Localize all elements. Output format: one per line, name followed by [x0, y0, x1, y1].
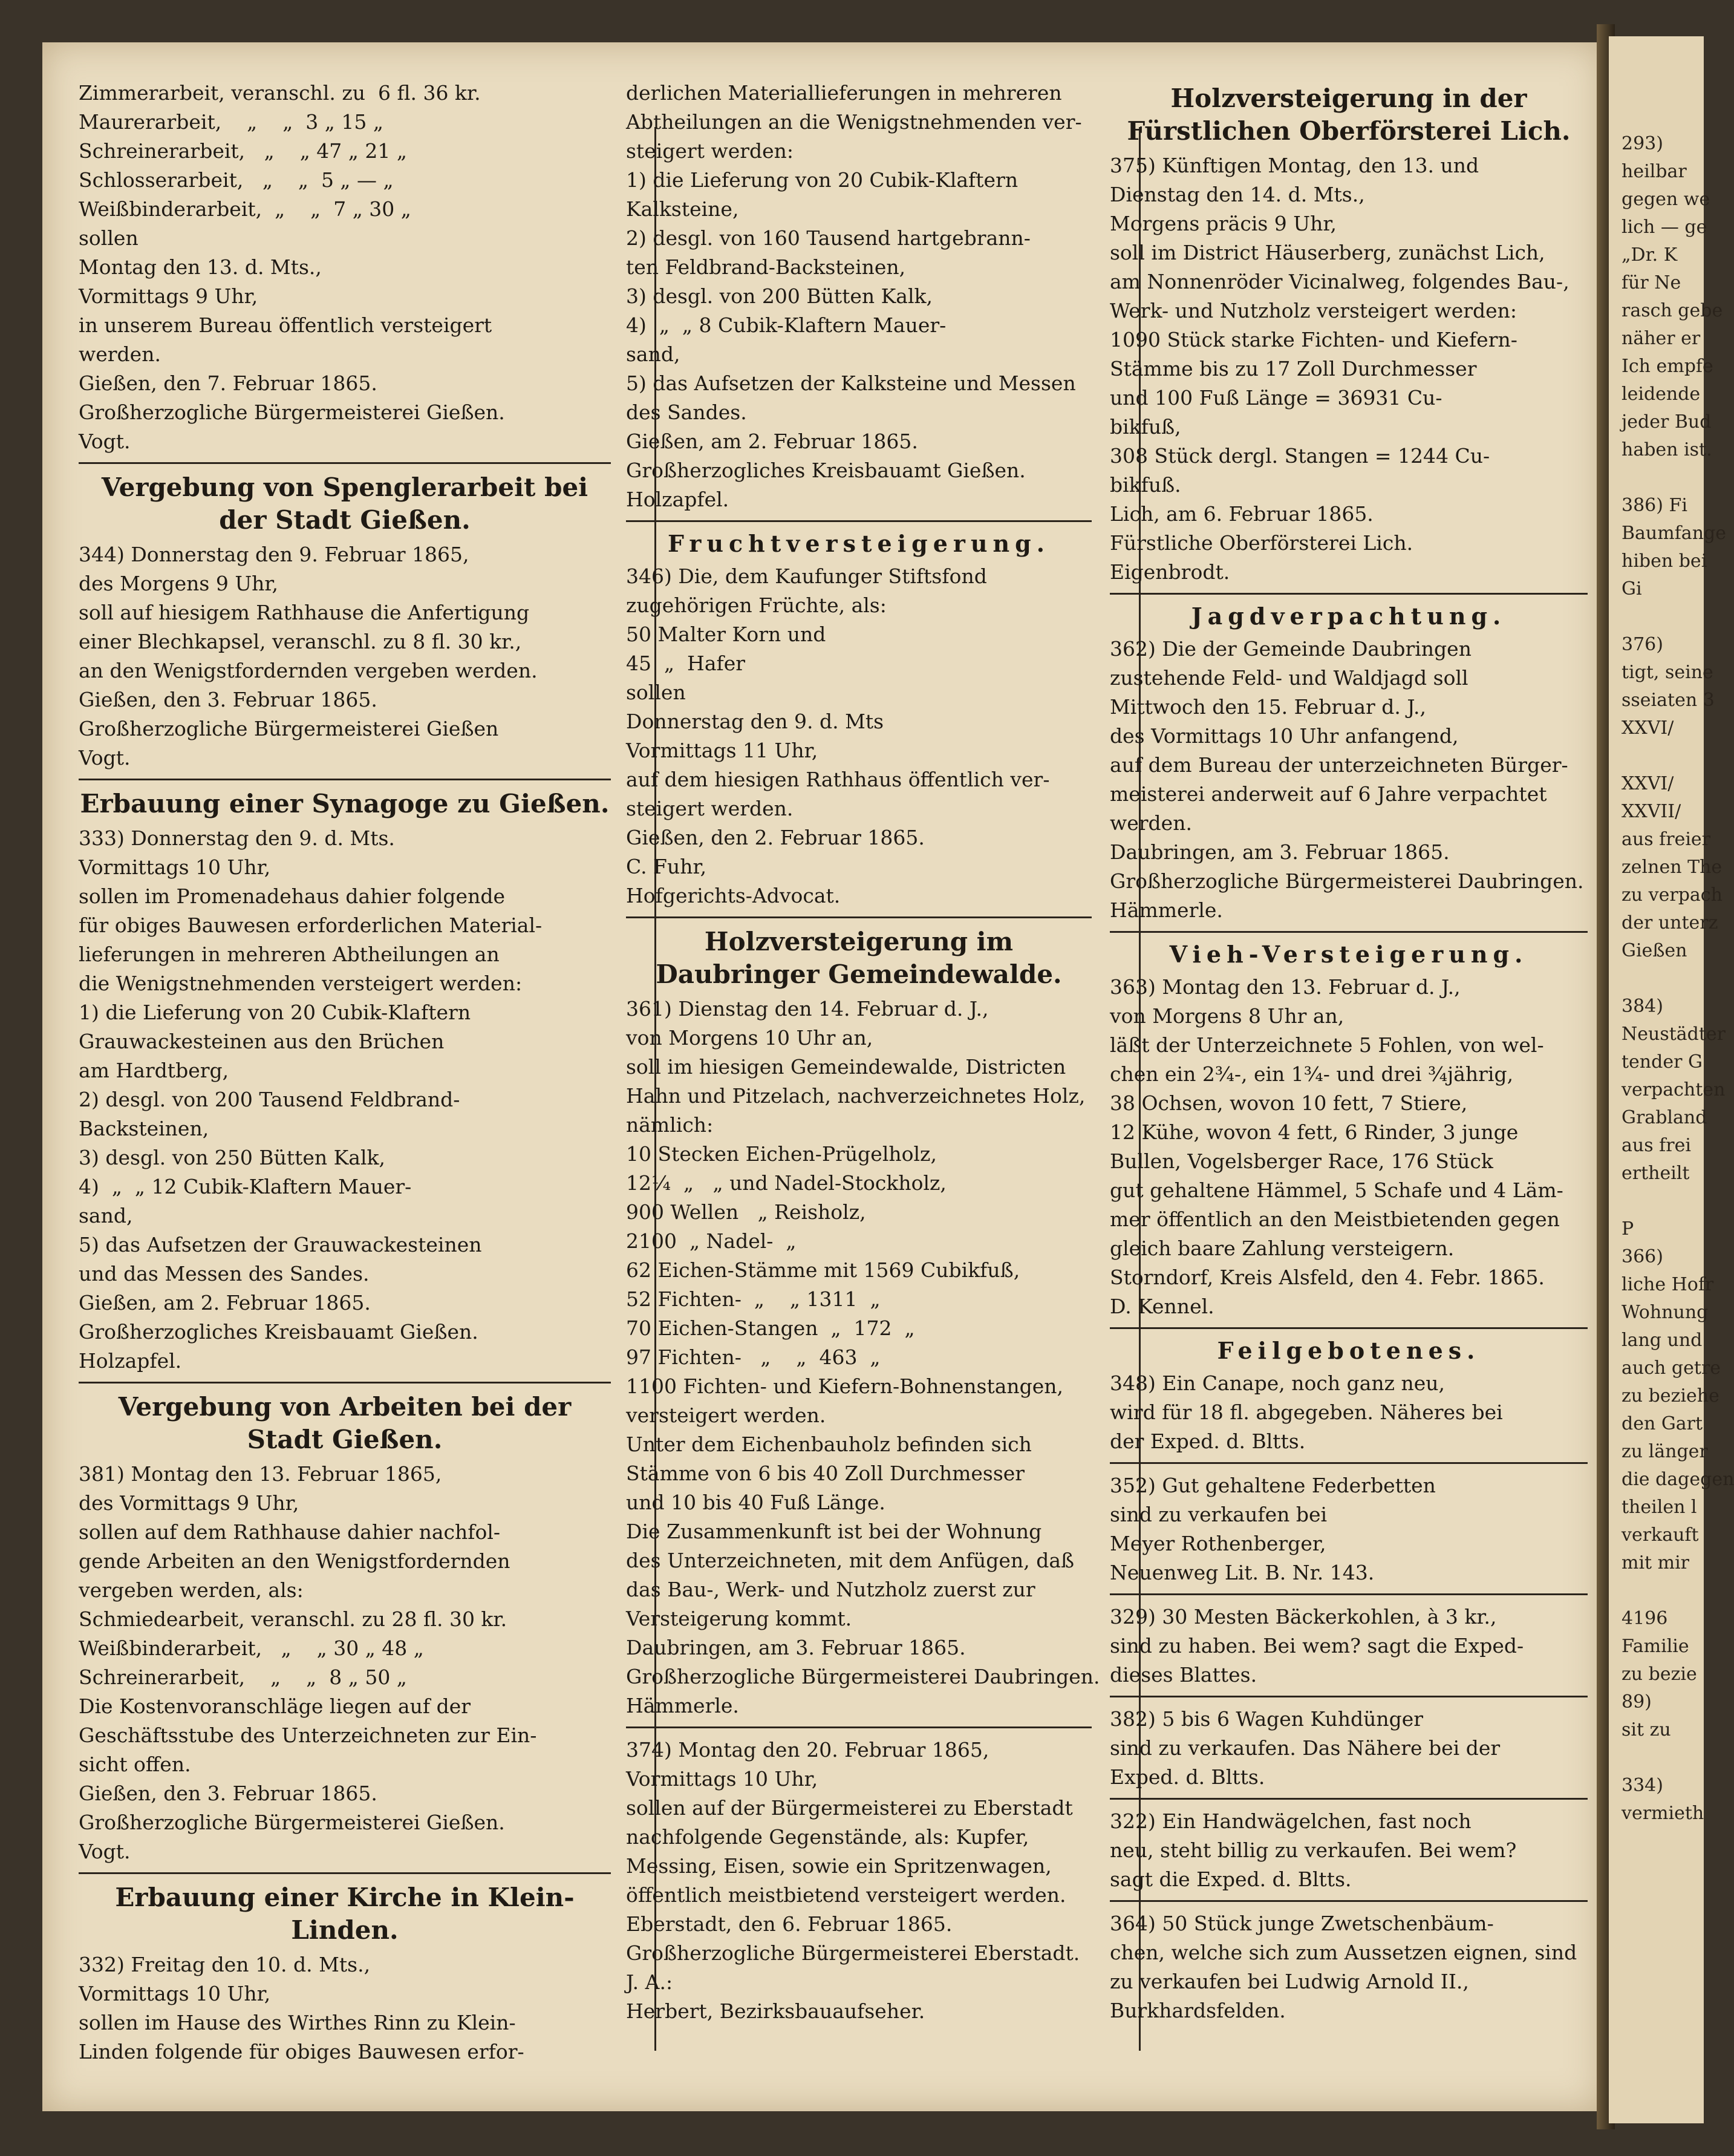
text-line: Hämmerle. [1110, 898, 1223, 922]
adjacent-text-line: Grabland [1622, 1107, 1707, 1128]
text-line: Bullen, Vogelsberger Race, 176 Stück [1110, 1149, 1493, 1173]
text-line: Fürstliche Oberförsterei Lich. [1110, 531, 1413, 555]
adjacent-text-line: Familie [1622, 1636, 1689, 1657]
text-line: 348) Ein Canape, noch ganz neu, [1110, 1371, 1446, 1395]
text-line: Schreinerarbeit, „ „ 47 „ 21 „ [79, 139, 407, 163]
text-line: 50 Malter Korn und [626, 622, 826, 646]
text-line: Stämme von 6 bis 40 Zoll Durchmesser [626, 1462, 1025, 1485]
text-line: Neuenweg Lit. B. Nr. 143. [1110, 1561, 1375, 1584]
adjacent-text-line [1612, 1187, 1703, 1215]
adjacent-text-line: Baumfange [1622, 523, 1726, 544]
notice-heading: Fruchtversteigerung. [668, 530, 1050, 557]
text-line: vergeben werden, als: [79, 1578, 304, 1602]
text-line: Großherzogliche Bürgermeisterei Gießen. [79, 1811, 505, 1834]
adjacent-page-text [1612, 130, 1734, 1828]
text-line: Großherzogliche Bürgermeisterei Gießen. [79, 400, 505, 424]
notice-lich-wood [1110, 82, 1588, 595]
text-line: Donnerstag den 9. d. Mts [626, 710, 884, 733]
text-line: Stämme bis zu 17 Zoll Durchmesser [1110, 357, 1477, 381]
text-line: 3) desgl. von 250 Bütten Kalk, [79, 1146, 386, 1169]
text-line: sind zu verkaufen bei [1110, 1503, 1328, 1526]
text-line: 900 Wellen „ Reisholz, [626, 1200, 866, 1224]
text-line: versteigert werden. [626, 1403, 826, 1427]
text-line: Vormittags 11 Uhr, [626, 739, 818, 762]
text-line: neu, steht billig zu verkaufen. Bei wem? [1110, 1838, 1517, 1862]
text-line: des Vormittags 9 Uhr, [79, 1491, 299, 1515]
notice-heading: Vergebung von Arbeiten bei der Stadt Gießen. [118, 1392, 572, 1454]
text-line: für obiges Bauwesen erforderlichen Material- [79, 913, 543, 937]
text-line: soll auf hiesigem Rathhause die Anfertigung [79, 601, 530, 624]
text-line: Backsteinen, [79, 1117, 209, 1140]
adjacent-text-line: lich — ge [1622, 217, 1707, 238]
adjacent-text-line [1612, 603, 1703, 631]
text-line: Gießen, den 7. Februar 1865. [79, 371, 377, 395]
adjacent-text-line: Gi [1622, 578, 1642, 599]
text-line: und 100 Fuß Länge = 36931 Cu- [1110, 386, 1442, 410]
adjacent-text-line: Wohnung [1622, 1302, 1709, 1323]
text-line: des Unterzeichneten, mit dem Anfügen, daß [626, 1549, 1075, 1572]
notice-fruit-auction [626, 529, 1092, 918]
text-line: 1090 Stück starke Fichten- und Kiefern- [1110, 328, 1517, 351]
adjacent-text-line: theilen l [1622, 1497, 1697, 1518]
text-line: sollen [626, 681, 686, 704]
adjacent-text-line: Neustädter [1622, 1024, 1726, 1045]
notice-building-works-auction [79, 79, 611, 464]
text-line: C. Fuhr, [626, 855, 707, 878]
text-line: soll im District Häuserberg, zunächst Lich, [1110, 241, 1545, 264]
adjacent-text-line: tigt, seine [1622, 662, 1713, 683]
text-line: am Hardtberg, [79, 1059, 229, 1082]
text-line: Werk- und Nutzholz versteigert werden: [1110, 299, 1517, 322]
text-line: Vormittags 10 Uhr, [626, 1767, 818, 1791]
adjacent-text-line: XXVI/ [1622, 773, 1674, 794]
text-line: Hahn und Pitzelach, nachverzeichnetes Holz, [626, 1084, 1086, 1108]
adjacent-text-line: 384) [1622, 996, 1663, 1017]
text-line: sand, [79, 1204, 133, 1227]
adjacent-text-line: liche Hofr [1622, 1274, 1714, 1295]
text-line: 308 Stück dergl. Stangen = 1244 Cu- [1110, 444, 1490, 468]
text-line: 5) das Aufsetzen der Kalksteine und Messen [626, 371, 1076, 395]
text-line: Eigenbrodt. [1110, 560, 1230, 584]
text-line: Geschäftsstube des Unterzeichneten zur Ein- [79, 1723, 537, 1747]
adjacent-text-line: haben ist. [1622, 439, 1712, 460]
text-line: Vogt. [79, 430, 131, 453]
adjacent-text-line: sit zu [1622, 1719, 1671, 1740]
notice-eberstadt-auction [626, 1736, 1092, 2032]
adjacent-text-line: 386) Fi [1622, 495, 1687, 516]
text-line: Mittwoch den 15. Februar d. J., [1110, 695, 1427, 719]
text-line: Messing, Eisen, sowie ein Spritzenwagen, [626, 1854, 1052, 1878]
text-line: öffentlich meistbietend versteigert werden. [626, 1883, 1066, 1907]
text-line: Maurerarbeit, „ „ 3 „ 15 „ [79, 110, 383, 134]
text-line: soll im hiesigen Gemeindewalde, Districten [626, 1055, 1066, 1079]
text-line: Herbert, Bezirksbauaufseher. [626, 1999, 925, 2023]
text-line: Lich, am 6. Februar 1865. [1110, 502, 1374, 526]
text-line: 2) desgl. von 200 Tausend Feldbrand- [79, 1088, 460, 1111]
notice-church-continued [626, 79, 1092, 522]
text-line: 10 Stecken Eichen-Prügelholz, [626, 1142, 937, 1166]
text-line: 5) das Aufsetzen der Grauwackesteinen [79, 1233, 482, 1256]
text-line: von Morgens 10 Uhr an, [626, 1026, 873, 1050]
text-line: 329) 30 Mesten Bäckerkohlen, à 3 kr., [1110, 1605, 1497, 1628]
text-line: sollen im Promenadehaus dahier folgende [79, 884, 505, 908]
text-line: Holzapfel. [626, 488, 729, 511]
adjacent-text-line: sseiaten 3 [1622, 690, 1715, 711]
text-line: die Wenigstnehmenden versteigert werden: [79, 972, 523, 995]
adjacent-text-line: aus freier [1622, 829, 1711, 850]
text-line: von Morgens 8 Uhr an, [1110, 1004, 1345, 1028]
text-line: ten Feldbrand-Backsteinen, [626, 255, 906, 279]
text-line: des Morgens 9 Uhr, [79, 572, 279, 595]
text-line: Daubringen, am 3. Februar 1865. [1110, 840, 1450, 864]
text-line: zugehörigen Früchte, als: [626, 593, 887, 617]
text-line: Daubringen, am 3. Februar 1865. [626, 1636, 966, 1659]
notice-spengler-work [79, 471, 611, 780]
text-line: Montag den 13. d. Mts., [79, 255, 322, 279]
text-line: 2100 „ Nadel- „ [626, 1229, 797, 1253]
text-line: Vogt. [79, 1840, 131, 1863]
text-line: D. Kennel. [1110, 1295, 1214, 1318]
adjacent-text-line: den Gart [1622, 1413, 1703, 1434]
text-line: sollen auf dem Rathhause dahier nachfol- [79, 1520, 501, 1544]
text-line: 352) Gut gehaltene Federbetten [1110, 1474, 1436, 1497]
adjacent-text-line: zu länger [1622, 1441, 1708, 1462]
adjacent-text-line: mit mir [1622, 1552, 1690, 1573]
notice-charcoal [1110, 1602, 1588, 1697]
text-line: gende Arbeiten an den Wenigstfordernden [79, 1549, 510, 1573]
adjacent-text-line: jeder Bud [1622, 411, 1712, 433]
text-line: sind zu haben. Bei wem? sagt die Exped- [1110, 1634, 1524, 1658]
adjacent-text-line: tender G [1622, 1051, 1703, 1073]
text-line: 1) die Lieferung von 20 Cubik-Klaftern [626, 168, 1019, 192]
column-1 [79, 79, 611, 2108]
text-line: 346) Die, dem Kaufunger Stiftsfond [626, 564, 987, 588]
text-line: in unserem Bureau öffentlich versteigert [79, 313, 492, 337]
adjacent-text-line: ertheilt [1622, 1163, 1690, 1184]
text-line: Morgens präcis 9 Uhr, [1110, 212, 1337, 235]
adjacent-text-line: hiben bei [1622, 550, 1707, 572]
text-line: J. A.: [626, 1970, 673, 1994]
text-line: lieferungen in mehreren Abtheilungen an [79, 942, 500, 966]
adjacent-text-line: leidende [1622, 384, 1701, 405]
adjacent-text-line: aus frei [1622, 1135, 1691, 1156]
text-line: sollen auf der Bürgermeisterei zu Eberstadt [626, 1796, 1073, 1820]
text-line: 344) Donnerstag den 9. Februar 1865, [79, 543, 469, 566]
text-line: wird für 18 fl. abgegeben. Näheres bei [1110, 1400, 1503, 1424]
text-line: dieses Blattes. [1110, 1663, 1257, 1687]
adjacent-text-line: 334) [1622, 1775, 1663, 1796]
notice-church-klein-linden [79, 1881, 611, 2073]
adjacent-text-line [1612, 742, 1703, 770]
text-line: das Bau-, Werk- und Nutzholz zuerst zur [626, 1578, 1035, 1601]
text-line: 364) 50 Stück junge Zwetschenbäum- [1110, 1912, 1494, 1935]
adjacent-text-line: P [1622, 1218, 1634, 1240]
text-line: Großherzogliches Kreisbauamt Gießen. [626, 459, 1026, 482]
adjacent-text-line: 89) [1622, 1691, 1652, 1713]
adjacent-text-line: rasch gebe [1622, 300, 1723, 321]
text-line: 363) Montag den 13. Februar d. J., [1110, 975, 1461, 999]
text-line: und 10 bis 40 Fuß Länge. [626, 1491, 885, 1514]
notice-synagogue-construction [79, 788, 611, 1383]
text-line: Gießen, am 2. Februar 1865. [626, 430, 918, 453]
text-line: und das Messen des Sandes. [79, 1262, 370, 1285]
text-line: Schmiedearbeit, veranschl. zu 28 fl. 30 kr. [79, 1607, 507, 1631]
text-line: sand, [626, 342, 680, 366]
text-line: werden. [79, 342, 161, 366]
adjacent-text-line: zu bezie [1622, 1664, 1697, 1685]
text-line: 332) Freitag den 10. d. Mts., [79, 1953, 371, 1976]
notice-heading: Vergebung von Spenglerarbeit bei der Stadt Gießen. [101, 472, 588, 535]
text-line: 45 „ Hafer [626, 652, 746, 675]
text-line: läßt der Unterzeichnete 5 Fohlen, von wel- [1110, 1033, 1544, 1057]
adjacent-text-line: auch getre [1622, 1357, 1721, 1379]
text-line: gut gehaltene Hämmel, 5 Schafe und 4 Läm- [1110, 1178, 1563, 1202]
adjacent-text-line: näher er [1622, 328, 1701, 349]
text-line: meisterei anderweit auf 6 Jahre verpachtet [1110, 782, 1547, 806]
notice-heading: Erbauung einer Kirche in Klein-Linden. [115, 1883, 575, 1945]
text-line: 97 Fichten- „ „ 463 „ [626, 1345, 881, 1369]
adjacent-text-line: 4196 [1622, 1608, 1668, 1629]
adjacent-text-line: Gießen [1622, 940, 1687, 961]
adjacent-text-line: gegen we [1622, 189, 1710, 210]
text-line: des Vormittags 10 Uhr anfangend, [1110, 724, 1459, 748]
text-line: chen ein 2¾-, ein 1¾- und drei ¾jährig, [1110, 1062, 1514, 1086]
text-line: Weißbinderarbeit, „ „ 7 „ 30 „ [79, 197, 411, 221]
text-line: Gießen, den 3. Februar 1865. [79, 1782, 377, 1805]
text-line: Gießen, den 2. Februar 1865. [626, 826, 925, 849]
notice-plum-trees [1110, 1909, 1588, 2031]
text-line: 70 Eichen-Stangen „ 172 „ [626, 1316, 915, 1340]
text-line: Großherzogliches Kreisbauamt Gießen. [79, 1320, 478, 1344]
text-line: 361) Dienstag den 14. Februar d. J., [626, 997, 989, 1021]
adjacent-text-line: XXVII/ [1622, 801, 1681, 822]
text-line: zustehende Feld- und Waldjagd soll [1110, 666, 1468, 690]
text-line: Storndorf, Kreis Alsfeld, den 4. Febr. 1865. [1110, 1266, 1545, 1289]
adjacent-text-line [1612, 965, 1703, 993]
notice-heading: Vieh-Versteigerung. [1169, 941, 1528, 968]
text-line: Großherzogliche Bürgermeisterei Eberstadt. [626, 1941, 1080, 1965]
text-line: 374) Montag den 20. Februar 1865, [626, 1738, 989, 1762]
adjacent-text-line: lang und [1622, 1330, 1703, 1351]
adjacent-text-line [1612, 1744, 1703, 1772]
text-line: Die Kostenvoranschläge liegen auf der [79, 1694, 471, 1718]
adjacent-text-line: 376) [1622, 634, 1663, 655]
text-line: 12¼ „ „ und Nadel-Stockholz, [626, 1171, 947, 1195]
notice-hunting-lease [1110, 602, 1588, 933]
text-line: Holzapfel. [79, 1349, 182, 1373]
text-line: 381) Montag den 13. Februar 1865, [79, 1462, 442, 1486]
notice-canape-for-sale [1110, 1336, 1588, 1464]
text-line: 1100 Fichten- und Kiefern-Bohnenstangen, [626, 1374, 1064, 1398]
notice-city-works [79, 1391, 611, 1874]
adjacent-text-line: „Dr. K [1622, 244, 1678, 266]
text-line: 3) desgl. von 200 Bütten Kalk, [626, 284, 933, 308]
column-2 [626, 79, 1100, 2108]
text-line: chen, welche sich zum Aussetzen eignen, sind [1110, 1941, 1577, 1964]
text-line: sind zu verkaufen. Das Nähere bei der [1110, 1736, 1501, 1760]
text-line: 1) die Lieferung von 20 Cubik-Klaftern [79, 1001, 471, 1024]
text-line: Dienstag den 14. d. Mts., [1110, 183, 1365, 206]
text-line: Großherzogliche Bürgermeisterei Gießen [79, 717, 499, 740]
text-line: Großherzogliche Bürgermeisterei Daubringen. [626, 1665, 1100, 1688]
text-line: Vormittags 9 Uhr, [79, 284, 258, 308]
text-line: Gießen, den 3. Februar 1865. [79, 688, 377, 711]
text-line: 2) desgl. von 160 Tausend hartgebrann- [626, 226, 1031, 250]
text-line: Exped. d. Bltts. [1110, 1765, 1265, 1789]
text-line: auf dem hiesigen Rathhaus öffentlich ver- [626, 768, 1050, 791]
text-line: 322) Ein Handwägelchen, fast noch [1110, 1809, 1472, 1833]
text-line: einer Blechkapsel, veranschl. zu 8 fl. 30 kr., [79, 630, 522, 653]
text-line: Eberstadt, den 6. Februar 1865. [626, 1912, 953, 1936]
text-line: am Nonnenröder Vicinalweg, folgendes Bau-, [1110, 270, 1569, 293]
text-line: bikfuß. [1110, 473, 1181, 497]
adjacent-text-line: für Ne [1622, 272, 1681, 293]
text-line: sagt die Exped. d. Bltts. [1110, 1867, 1352, 1891]
notice-heading: Holzversteigerung in der Fürstlichen Oberförsterei Lich. [1127, 83, 1571, 146]
text-line: Weißbinderarbeit, „ „ 30 „ 48 „ [79, 1636, 424, 1660]
text-line: werden. [1110, 811, 1192, 835]
adjacent-text-line: zelnen The [1622, 857, 1723, 878]
notice-manure [1110, 1705, 1588, 1800]
text-line: derlichen Materiallieferungen in mehreren [626, 81, 1062, 105]
text-line: Hämmerle. [626, 1694, 739, 1717]
text-line: 362) Die der Gemeinde Daubringen [1110, 637, 1472, 661]
adjacent-text-line: 293) [1622, 133, 1663, 154]
text-line: der Exped. d. Bltts. [1110, 1429, 1306, 1453]
text-line: Unter dem Eichenbauholz befinden sich [626, 1432, 1032, 1456]
notice-daubringen-wood [626, 926, 1100, 1728]
text-line: zu verkaufen bei Ludwig Arnold II., [1110, 1970, 1469, 1993]
notice-heading: Jagdverpachtung. [1191, 603, 1507, 630]
adjacent-text-line: 366) [1622, 1246, 1663, 1267]
adjacent-text-line: verkauft [1622, 1524, 1699, 1546]
text-line: steigert werden. [626, 797, 794, 820]
text-line: Versteigerung kommt. [626, 1607, 852, 1630]
text-line: Vogt. [79, 746, 131, 769]
text-line: 333) Donnerstag den 9. d. Mts. [79, 826, 395, 850]
notice-heading: Holzversteigerung im Daubringer Gemeindewalde. [656, 927, 1062, 989]
text-line: Hofgerichts-Advocat. [626, 884, 841, 907]
text-line: 4) „ „ 8 Cubik-Klaftern Mauer- [626, 313, 947, 337]
adjacent-text-line: XXVI/ [1622, 717, 1674, 739]
adjacent-text-line [1612, 1577, 1703, 1605]
text-line: Vormittags 10 Uhr, [79, 855, 271, 879]
text-line: nachfolgende Gegenstände, als: Kupfer, [626, 1825, 1029, 1849]
notice-featherbeds [1110, 1471, 1588, 1595]
text-line: Abtheilungen an die Wenigstnehmenden ver- [626, 110, 1082, 134]
adjacent-text-line: die dagegen [1622, 1469, 1734, 1490]
adjacent-text-line: zu verpach [1622, 884, 1723, 906]
text-line: mer öffentlich an den Meistbietenden gegen [1110, 1207, 1560, 1231]
adjacent-text-line: Ich empfe [1622, 356, 1713, 377]
text-line: 375) Künftigen Montag, den 13. und [1110, 154, 1479, 177]
text-line: Zimmerarbeit, veranschl. zu 6 fl. 36 kr. [79, 81, 481, 105]
text-line: Linden folgende für obiges Bauwesen erfor- [79, 2040, 524, 2063]
text-line: Vormittags 10 Uhr, [79, 1982, 271, 2005]
text-line: gleich baare Zahlung versteigern. [1110, 1236, 1455, 1260]
text-line: 62 Eichen-Stämme mit 1569 Cubikfuß, [626, 1258, 1020, 1282]
text-line: an den Wenigstfordernden vergeben werden. [79, 659, 538, 682]
text-line: 382) 5 bis 6 Wagen Kuhdünger [1110, 1707, 1424, 1731]
text-line: Kalksteine, [626, 197, 739, 221]
section-heading: Feilgebotenes. [1217, 1337, 1481, 1364]
text-line: Grauwackesteinen aus den Brüchen [79, 1030, 445, 1053]
text-line: Burkhardsfelden. [1110, 1999, 1286, 2022]
text-line: des Sandes. [626, 400, 747, 424]
text-line: Meyer Rothenberger, [1110, 1532, 1326, 1555]
text-line: sicht offen. [79, 1753, 191, 1776]
adjacent-text-line: vermieth [1622, 1803, 1704, 1824]
adjacent-text-line: der unterz [1622, 912, 1718, 933]
text-line: Schreinerarbeit, „ „ 8 „ 50 „ [79, 1665, 407, 1689]
text-line: sollen [79, 226, 139, 250]
adjacent-text-line: heilbar [1622, 161, 1687, 182]
text-line: 4) „ „ 12 Cubik-Klaftern Mauer- [79, 1175, 412, 1198]
column-3 [1110, 79, 1588, 2108]
text-line: 38 Ochsen, wovon 10 fett, 7 Stiere, [1110, 1091, 1468, 1115]
text-line: steigert werden: [626, 139, 794, 163]
adjacent-text-line: zu beziehe [1622, 1385, 1719, 1406]
text-line: auf dem Bureau der unterzeichneten Bürger- [1110, 753, 1568, 777]
text-line: 52 Fichten- „ „ 1311 „ [626, 1287, 881, 1311]
text-line: Gießen, am 2. Februar 1865. [79, 1291, 371, 1315]
notice-heading: Erbauung einer Synagoge zu Gießen. [80, 789, 610, 818]
text-line: Schlosserarbeit, „ „ 5 „ — „ [79, 168, 394, 192]
text-line: sollen im Hause des Wirthes Rinn zu Klein- [79, 2011, 516, 2034]
text-line: nämlich: [626, 1113, 714, 1137]
text-line: Großherzogliche Bürgermeisterei Daubringen. [1110, 869, 1584, 893]
adjacent-text-line: verpachten [1622, 1079, 1726, 1100]
text-line: bikfuß, [1110, 415, 1181, 439]
notice-livestock-auction [1110, 940, 1588, 1329]
notice-handcart [1110, 1807, 1588, 1902]
adjacent-text-line [1612, 464, 1703, 492]
text-line: 12 Kühe, wovon 4 fett, 6 Rinder, 3 junge [1110, 1120, 1519, 1144]
text-line: Die Zusammenkunft ist bei der Wohnung [626, 1520, 1042, 1543]
